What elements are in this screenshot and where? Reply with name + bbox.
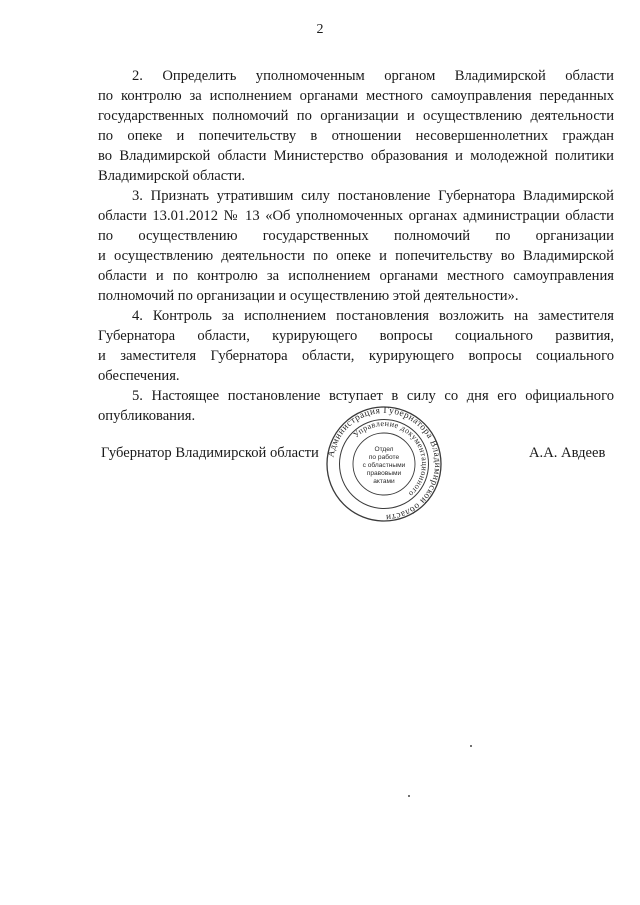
text-line: 5. Настоящее постановление вступает в силу со дня его официального: [132, 388, 614, 404]
text-line: обеспечения.: [98, 368, 180, 384]
scan-speck: [408, 795, 410, 797]
stamp-center-line: актами: [373, 478, 395, 485]
text-line: 4. Контроль за исполнением постановления возложить на заместителя: [132, 308, 614, 324]
text-line: Губернатора области, курирующего вопросы социального развития,: [98, 328, 614, 344]
text-line: опубликования.: [98, 408, 196, 424]
stamp-center-line: по работе: [368, 454, 400, 461]
text-line: во Владимирской области Министерство образования и молодежной политики: [98, 148, 614, 164]
text-line: государственных полномочий по организации и осуществлению деятельности: [98, 108, 614, 124]
paragraph-2: [98, 66, 614, 186]
text-line: и осуществлению деятельности по опеке и попечительству во Владимирской: [98, 248, 614, 264]
text-line: 3. Признать утратившим силу постановление Губернатора Владимирской: [132, 188, 614, 204]
paragraph-4: [98, 306, 614, 386]
stamp-center-line: с областными: [362, 462, 406, 469]
text-line: области и по контролю за исполнением органами местного самоуправления: [98, 268, 614, 284]
text-line: Владимирской области.: [98, 168, 246, 184]
text-line: 2. Определить уполномоченным органом Владимирской области: [132, 68, 614, 84]
text-line: по контролю за исполнением органами местного самоуправления переданных: [98, 88, 614, 104]
stamp-center-line: правовыми: [366, 470, 402, 477]
stamp-outer-text: Администрация Губернатора Владимирской области: [326, 406, 442, 522]
text-line: по опеке и попечительству в отношении несовершеннолетних граждан: [98, 128, 614, 144]
text-line: полномочий по организации и осуществлению этой деятельности».: [98, 288, 519, 304]
page-number: 2: [316, 22, 324, 37]
paragraph-3: [98, 186, 614, 306]
official-stamp: [326, 406, 442, 522]
stamp-center-line: Отдел: [374, 446, 394, 453]
text-line: области 13.01.2012 № 13 «Об уполномоченных органах администрации области: [98, 208, 614, 224]
signatory-name: А.А. Авдеев: [529, 445, 606, 461]
text-line: по осуществлению государственных полномочий по организации: [98, 228, 614, 244]
scan-speck: [470, 745, 472, 747]
stamp-inner-text: Управление документационного: [351, 418, 430, 499]
document-body: [98, 66, 614, 426]
text-line: и заместителя Губернатора области, курирующего вопросы социального: [98, 348, 614, 364]
signature-title: Губернатор Владимирской области: [101, 445, 319, 461]
